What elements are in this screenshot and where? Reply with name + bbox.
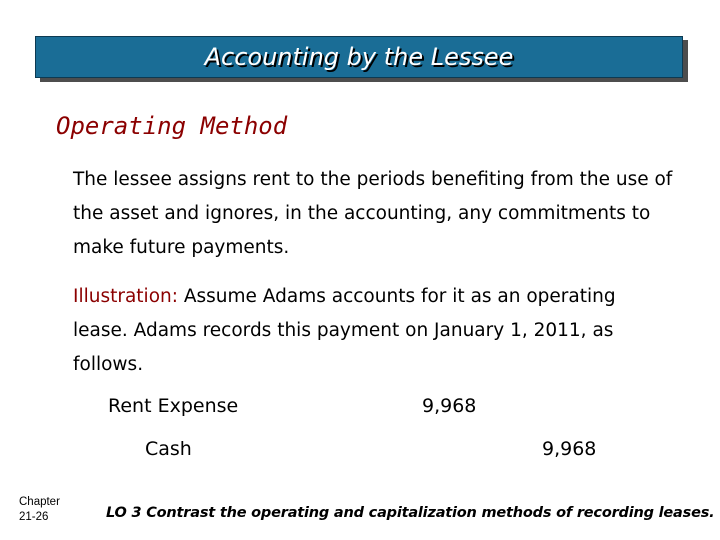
slide-title: Accounting by the Lessee <box>204 43 514 71</box>
journal-credit-account: Cash <box>145 438 192 460</box>
chapter-label: Chapter <box>19 496 60 508</box>
page-number: 21-26 <box>19 511 49 523</box>
journal-credit-amount: 9,968 <box>542 438 597 460</box>
title-banner <box>35 36 683 78</box>
illustration-text: Assume Adams accounts for it as an operating lease. Adams records this payment on January 1, 2011, as follows. <box>73 286 616 375</box>
section-heading: Operating Method <box>56 112 288 140</box>
journal-debit-amount: 9,968 <box>422 395 477 417</box>
chapter-page-marker <box>19 495 60 525</box>
illustration-label: Illustration: <box>73 286 178 307</box>
illustration-paragraph <box>73 280 673 382</box>
learning-objective: LO 3 Contrast the operating and capitalization methods of recording leases. <box>106 505 715 521</box>
journal-debit-account: Rent Expense <box>108 395 239 417</box>
description-paragraph: The lessee assigns rent to the periods benefiting from the use of the asset and ignores, in the accounting, any commitments to make future payments. <box>73 169 673 258</box>
